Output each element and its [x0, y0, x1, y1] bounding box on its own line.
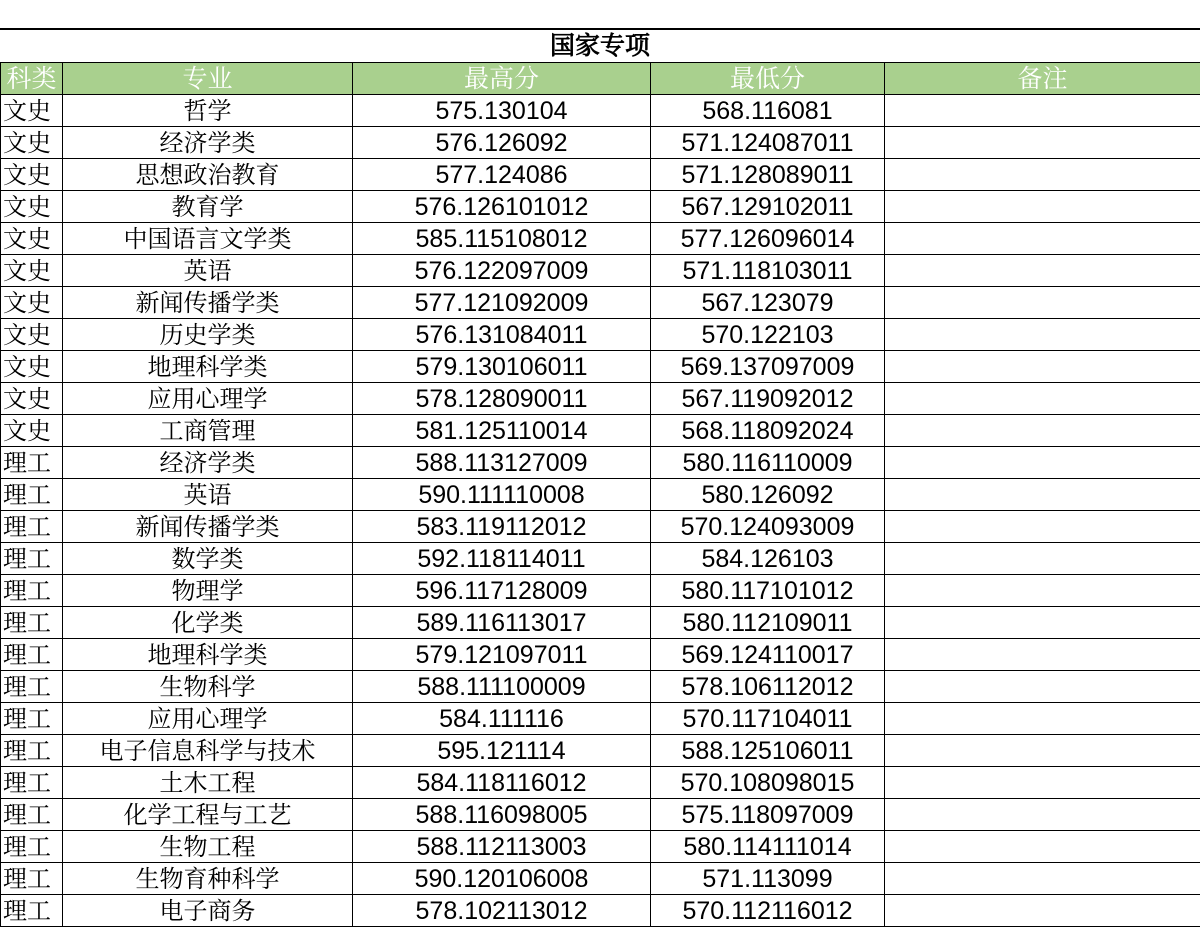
cell-category[interactable]: 文史 — [1, 415, 63, 447]
cell-min-score[interactable]: 580.126092 — [651, 479, 885, 511]
cell-major[interactable]: 历史学类 — [63, 319, 353, 351]
cell-min-score[interactable]: 569.137097009 — [651, 351, 885, 383]
cell-note[interactable] — [885, 255, 1200, 287]
cell-major[interactable]: 电子商务 — [63, 895, 353, 927]
table-row — [1, 447, 1200, 479]
cell-max-score[interactable]: 579.121097011 — [353, 639, 651, 671]
cell-major[interactable]: 化学类 — [63, 607, 353, 639]
table-row — [1, 895, 1200, 927]
header-min-score[interactable]: 最低分 — [651, 63, 885, 95]
cell-min-score[interactable]: 580.116110009 — [651, 447, 885, 479]
cell-max-score[interactable]: 595.121114 — [353, 735, 651, 767]
cell-major[interactable]: 中国语言文学类 — [63, 223, 353, 255]
cell-min-score[interactable]: 567.119092012 — [651, 383, 885, 415]
cell-major[interactable]: 生物工程 — [63, 831, 353, 863]
cell-category[interactable]: 文史 — [1, 191, 63, 223]
cell-max-score[interactable]: 575.130104 — [353, 95, 651, 127]
cell-category[interactable]: 理工 — [1, 447, 63, 479]
cell-note[interactable] — [885, 447, 1200, 479]
table-body — [1, 95, 1200, 927]
header-major[interactable]: 专业 — [63, 63, 353, 95]
cell-category[interactable]: 理工 — [1, 799, 63, 831]
cell-major[interactable]: 新闻传播学类 — [63, 287, 353, 319]
cell-min-score[interactable]: 571.128089011 — [651, 159, 885, 191]
cell-category[interactable]: 理工 — [1, 767, 63, 799]
cell-min-score[interactable]: 570.117104011 — [651, 703, 885, 735]
cell-note[interactable] — [885, 95, 1200, 127]
cell-major[interactable]: 新闻传播学类 — [63, 511, 353, 543]
cell-note[interactable] — [885, 511, 1200, 543]
cell-min-score[interactable]: 580.114111014 — [651, 831, 885, 863]
cell-max-score[interactable]: 588.111100009 — [353, 671, 651, 703]
table-row — [1, 575, 1200, 607]
cell-category[interactable]: 理工 — [1, 511, 63, 543]
table-row — [1, 703, 1200, 735]
cell-major[interactable]: 生物科学 — [63, 671, 353, 703]
cell-major[interactable]: 生物育种科学 — [63, 863, 353, 895]
cell-major[interactable]: 土木工程 — [63, 767, 353, 799]
cell-note[interactable] — [885, 287, 1200, 319]
table-row — [1, 639, 1200, 671]
cell-max-score[interactable]: 584.118116012 — [353, 767, 651, 799]
cell-max-score[interactable]: 581.125110014 — [353, 415, 651, 447]
cell-max-score[interactable]: 578.128090011 — [353, 383, 651, 415]
cell-category[interactable]: 理工 — [1, 863, 63, 895]
cell-major[interactable]: 经济学类 — [63, 127, 353, 159]
cell-max-score[interactable]: 592.118114011 — [353, 543, 651, 575]
cell-note[interactable] — [885, 191, 1200, 223]
cell-min-score[interactable]: 569.124110017 — [651, 639, 885, 671]
cell-note[interactable] — [885, 223, 1200, 255]
table-row — [1, 287, 1200, 319]
cell-note[interactable] — [885, 383, 1200, 415]
cell-major[interactable]: 教育学 — [63, 191, 353, 223]
cell-note[interactable] — [885, 127, 1200, 159]
cell-min-score[interactable]: 570.108098015 — [651, 767, 885, 799]
cell-max-score[interactable]: 576.126101012 — [353, 191, 651, 223]
cell-major[interactable]: 应用心理学 — [63, 383, 353, 415]
cell-note[interactable] — [885, 799, 1200, 831]
table-row — [1, 543, 1200, 575]
cell-category[interactable]: 文史 — [1, 383, 63, 415]
cell-max-score[interactable]: 585.115108012 — [353, 223, 651, 255]
cell-min-score[interactable]: 570.112116012 — [651, 895, 885, 927]
cell-major[interactable]: 英语 — [63, 255, 353, 287]
cell-note[interactable] — [885, 607, 1200, 639]
cell-max-score[interactable]: 588.116098005 — [353, 799, 651, 831]
cell-note[interactable] — [885, 319, 1200, 351]
cell-major[interactable]: 经济学类 — [63, 447, 353, 479]
table-row — [1, 415, 1200, 447]
cell-note[interactable] — [885, 735, 1200, 767]
cell-max-score[interactable]: 576.122097009 — [353, 255, 651, 287]
table-row — [1, 191, 1200, 223]
cell-min-score[interactable]: 570.122103 — [651, 319, 885, 351]
cell-note[interactable] — [885, 895, 1200, 927]
cell-max-score[interactable]: 584.111116 — [353, 703, 651, 735]
cell-category[interactable]: 理工 — [1, 895, 63, 927]
table-row — [1, 607, 1200, 639]
cell-note[interactable] — [885, 831, 1200, 863]
cell-min-score[interactable]: 571.118103011 — [651, 255, 885, 287]
cell-note[interactable] — [885, 575, 1200, 607]
table-row — [1, 223, 1200, 255]
table-row — [1, 255, 1200, 287]
cell-min-score[interactable]: 584.126103 — [651, 543, 885, 575]
table-row — [1, 511, 1200, 543]
table-row — [1, 383, 1200, 415]
cell-max-score[interactable]: 577.124086 — [353, 159, 651, 191]
table-row — [1, 863, 1200, 895]
cell-note[interactable] — [885, 767, 1200, 799]
cell-category[interactable]: 文史 — [1, 223, 63, 255]
cell-min-score[interactable]: 578.106112012 — [651, 671, 885, 703]
cell-min-score[interactable]: 577.126096014 — [651, 223, 885, 255]
cell-major[interactable]: 哲学 — [63, 95, 353, 127]
header-max-score[interactable]: 最高分 — [353, 63, 651, 95]
cell-min-score[interactable]: 571.113099 — [651, 863, 885, 895]
cell-major[interactable]: 电子信息科学与技术 — [63, 735, 353, 767]
table-row — [1, 95, 1200, 127]
cell-max-score[interactable]: 589.116113017 — [353, 607, 651, 639]
header-row — [1, 63, 1200, 95]
cell-min-score[interactable]: 567.123079 — [651, 287, 885, 319]
cell-note[interactable] — [885, 415, 1200, 447]
table-row — [1, 671, 1200, 703]
cell-note[interactable] — [885, 703, 1200, 735]
score-table — [0, 62, 1200, 927]
cell-max-score[interactable]: 576.131084011 — [353, 319, 651, 351]
cell-max-score[interactable]: 578.102113012 — [353, 895, 651, 927]
table-row — [1, 735, 1200, 767]
cell-category[interactable]: 文史 — [1, 127, 63, 159]
cell-major[interactable]: 工商管理 — [63, 415, 353, 447]
cell-max-score[interactable]: 576.126092 — [353, 127, 651, 159]
table-row — [1, 159, 1200, 191]
table-row — [1, 799, 1200, 831]
cell-category[interactable]: 理工 — [1, 735, 63, 767]
cell-max-score[interactable]: 579.130106011 — [353, 351, 651, 383]
cell-category[interactable]: 文史 — [1, 255, 63, 287]
cell-note[interactable] — [885, 639, 1200, 671]
table-row — [1, 479, 1200, 511]
cell-max-score[interactable]: 577.121092009 — [353, 287, 651, 319]
cell-category[interactable]: 理工 — [1, 831, 63, 863]
cell-major[interactable]: 英语 — [63, 479, 353, 511]
cell-category[interactable]: 理工 — [1, 479, 63, 511]
cell-max-score[interactable]: 590.111110008 — [353, 479, 651, 511]
cell-category[interactable]: 理工 — [1, 703, 63, 735]
cell-major[interactable]: 物理学 — [63, 575, 353, 607]
cell-min-score[interactable]: 580.112109011 — [651, 607, 885, 639]
cell-min-score[interactable]: 567.129102011 — [651, 191, 885, 223]
cell-major[interactable]: 应用心理学 — [63, 703, 353, 735]
cell-min-score[interactable]: 580.117101012 — [651, 575, 885, 607]
cell-category[interactable]: 文史 — [1, 95, 63, 127]
cell-category[interactable]: 理工 — [1, 607, 63, 639]
cell-max-score[interactable]: 590.120106008 — [353, 863, 651, 895]
cell-category[interactable]: 文史 — [1, 159, 63, 191]
cell-note[interactable] — [885, 543, 1200, 575]
cell-note[interactable] — [885, 159, 1200, 191]
table-row — [1, 831, 1200, 863]
table-row — [1, 127, 1200, 159]
cell-min-score[interactable]: 570.124093009 — [651, 511, 885, 543]
cell-category[interactable]: 文史 — [1, 287, 63, 319]
cell-category[interactable]: 文史 — [1, 319, 63, 351]
cell-category[interactable]: 文史 — [1, 351, 63, 383]
cell-major[interactable]: 思想政治教育 — [63, 159, 353, 191]
table-row — [1, 319, 1200, 351]
sheet-title: 国家专项 — [549, 31, 650, 60]
table-row — [1, 767, 1200, 799]
cell-min-score[interactable]: 568.116081 — [651, 95, 885, 127]
cell-major[interactable]: 化学工程与工艺 — [63, 799, 353, 831]
cell-max-score[interactable]: 596.117128009 — [353, 575, 651, 607]
cell-max-score[interactable]: 583.119112012 — [353, 511, 651, 543]
cell-major[interactable]: 地理科学类 — [63, 351, 353, 383]
cell-max-score[interactable]: 588.112113003 — [353, 831, 651, 863]
cell-category[interactable]: 理工 — [1, 543, 63, 575]
cell-note[interactable] — [885, 351, 1200, 383]
cell-note[interactable] — [885, 479, 1200, 511]
cell-major[interactable]: 数学类 — [63, 543, 353, 575]
cell-category[interactable]: 理工 — [1, 671, 63, 703]
cell-category[interactable]: 理工 — [1, 639, 63, 671]
cell-min-score[interactable]: 571.124087011 — [651, 127, 885, 159]
cell-note[interactable] — [885, 863, 1200, 895]
cell-max-score[interactable]: 588.113127009 — [353, 447, 651, 479]
cell-category[interactable]: 理工 — [1, 575, 63, 607]
cell-min-score[interactable]: 575.118097009 — [651, 799, 885, 831]
table-row — [1, 351, 1200, 383]
cell-min-score[interactable]: 588.125106011 — [651, 735, 885, 767]
cell-min-score[interactable]: 568.118092024 — [651, 415, 885, 447]
header-note[interactable]: 备注 — [885, 63, 1200, 95]
cell-note[interactable] — [885, 671, 1200, 703]
header-category[interactable]: 科类 — [1, 63, 63, 95]
cell-major[interactable]: 地理科学类 — [63, 639, 353, 671]
